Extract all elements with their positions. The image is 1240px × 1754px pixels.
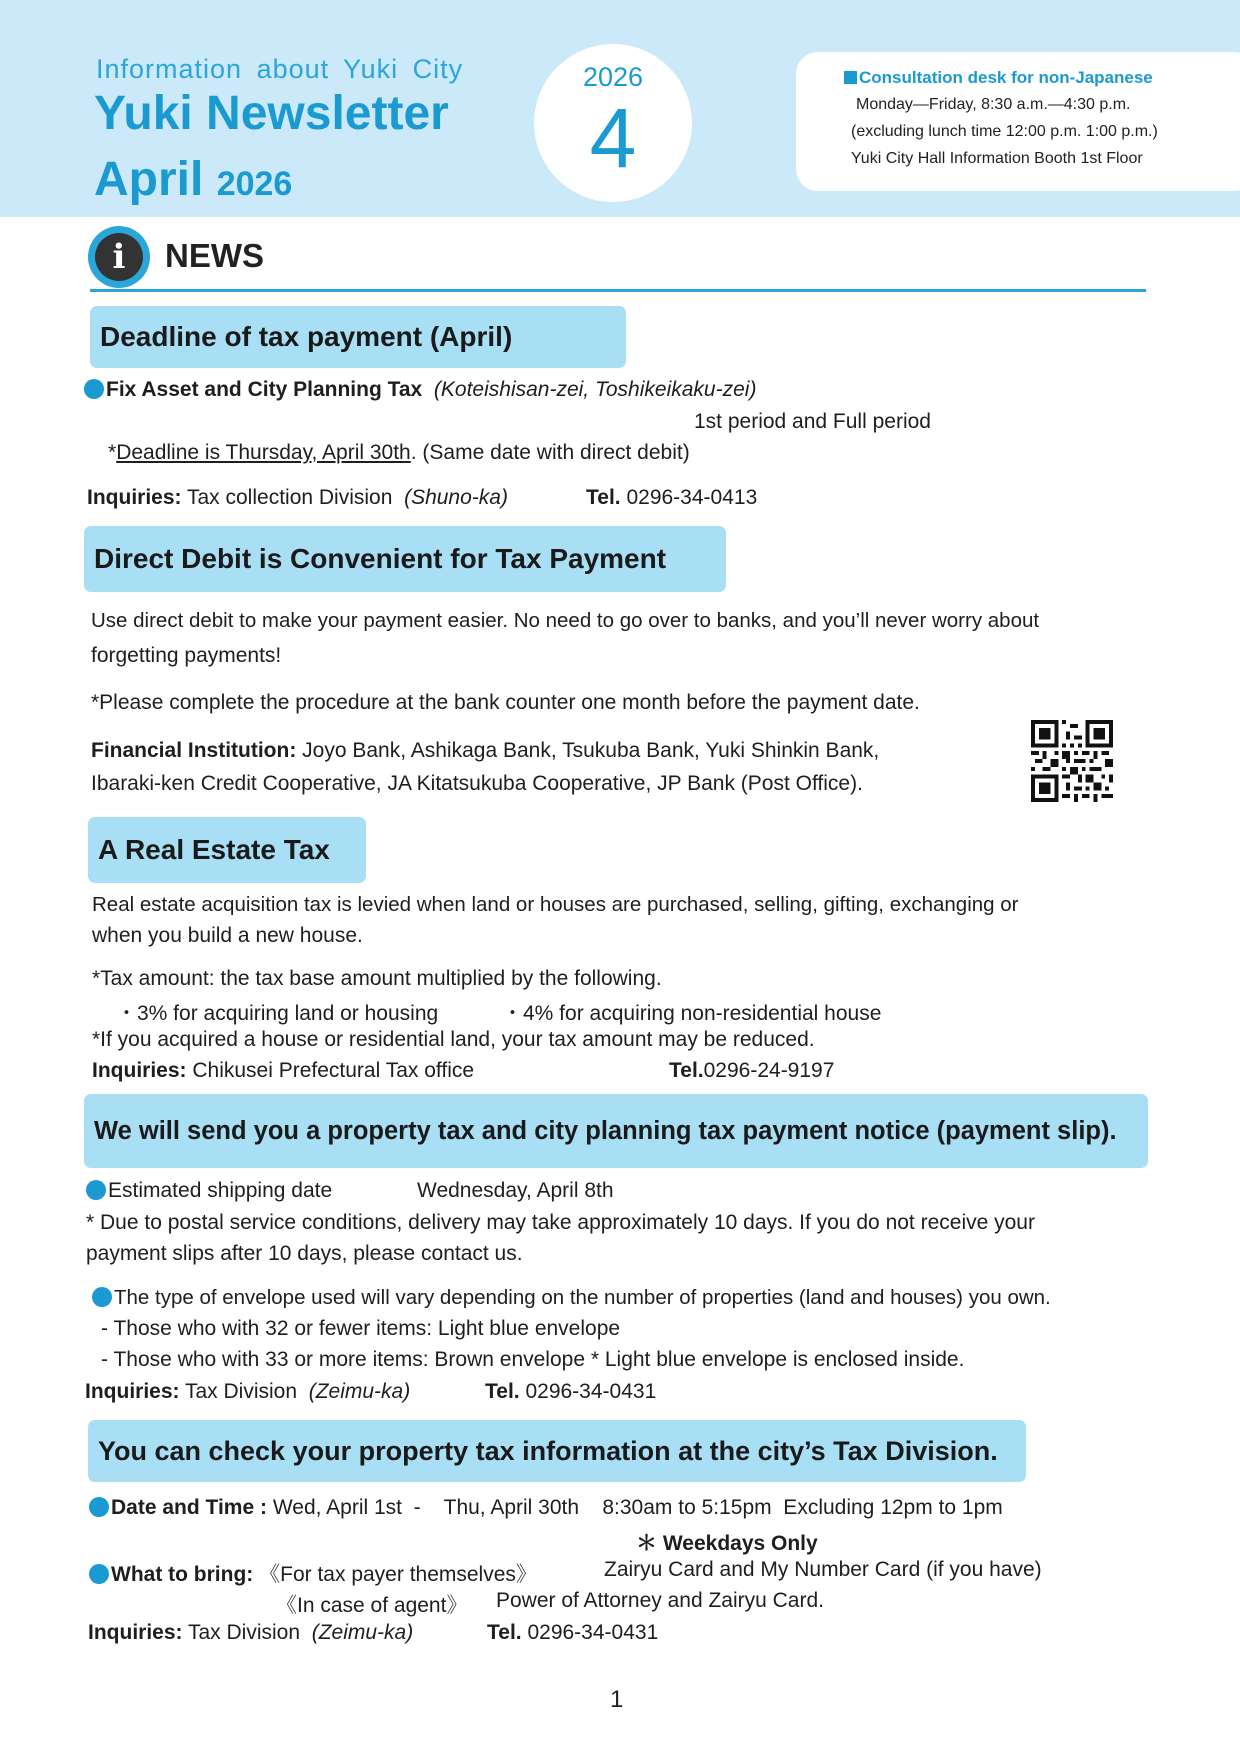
financial-institutions-line2: Ibaraki-ken Credit Cooperative, JA Kitatsukuba Cooperative, JP Bank (Post Office). [91, 772, 863, 795]
real-estate-paragraph-line1: Real estate acquisition tax is levied when land or houses are purchased, selling, gifting, exchanging or [92, 893, 1019, 916]
tax-deadline: *Deadline is Thursday, April 30th. (Same date with direct debit) [108, 441, 690, 464]
circle-year: 2026 [582, 62, 644, 92]
newsletter-title: Yuki Newsletter [94, 87, 449, 140]
reduction-note: *If you acquired a house or residential land, your tax amount may be reduced. [92, 1028, 815, 1051]
date-and-time: Date and Time : Wed, April 1st - Thu, April 30th 8:30am to 5:15pm Excluding 12pm to 1pm [89, 1496, 1003, 1520]
inquiries-tel: Tel. 0296-34-0431 [487, 1621, 659, 1644]
bullet-dot-icon [92, 1287, 112, 1307]
tax-item: Fix Asset and City Planning Tax (Koteishisan-zei, Toshikeikaku-zei) [84, 378, 756, 402]
consultation-lunch: (excluding lunch time 12:00 p.m. 1:00 p.m.) [851, 123, 1158, 140]
section-heading-real-estate-tax: A Real Estate Tax [88, 817, 366, 883]
consultation-title: Consultation desk for non-Japanese [844, 68, 1153, 88]
shipping-date-value: Wednesday, April 8th [417, 1179, 614, 1202]
financial-institutions: Financial Institution: Joyo Bank, Ashikaga Bank, Tsukuba Bank, Yuki Shinkin Bank, [91, 739, 880, 762]
tax-period: 1st period and Full period [694, 410, 931, 433]
bullet-dot-icon [89, 1564, 109, 1584]
info-icon: i [88, 226, 150, 288]
tax-amount-note: *Tax amount: the tax base amount multiplied by the following. [92, 967, 662, 990]
inquiries-tel: Tel. 0296-34-0431 [485, 1380, 657, 1403]
bring-agent-tag: 《In case of agent》 [276, 1594, 468, 1617]
bring-for-agent: Power of Attorney and Zairyu Card. [496, 1589, 824, 1612]
debit-note: *Please complete the procedure at the bank counter one month before the payment date. [91, 691, 920, 714]
qr-code [1031, 720, 1113, 802]
issue-date-circle [534, 44, 692, 202]
inquiries-line: Inquiries: Tax collection Division (Shuno-ka) [87, 486, 508, 509]
what-to-bring: What to bring: 《For tax payer themselves》 [89, 1558, 537, 1588]
inquiries-tel: Tel.0296-24-9197 [669, 1059, 835, 1082]
square-bullet-icon [844, 71, 857, 84]
bullet-dot-icon [84, 379, 104, 399]
header-subtitle: Information about Yuki City [96, 54, 464, 84]
debit-paragraph-line1: Use direct debit to make your payment easier. No need to go over to banks, and you’ll never worry about [91, 609, 1040, 632]
rate-non-residential: ・4% for acquiring non-residential house [502, 1002, 882, 1025]
inquiries-line: Inquiries: Tax Division (Zeimu-ka) [88, 1621, 414, 1644]
inquiries-tel: Tel. 0296-34-0413 [586, 486, 758, 509]
issue-month [94, 152, 292, 207]
bring-for-taxpayer: Zairyu Card and My Number Card (if you have) [604, 1558, 1042, 1581]
real-estate-paragraph-line2: when you build a new house. [92, 924, 363, 947]
page-number: 1 [610, 1686, 624, 1713]
envelope-brown: - Those who with 33 or more items: Brown envelope * Light blue envelope is enclosed inside. [101, 1348, 965, 1371]
section-heading-tax-info-check: You can check your property tax information at the city’s Tax Division. [88, 1420, 1026, 1482]
bullet-dot-icon [89, 1497, 109, 1517]
inquiries-line: Inquiries: Chikusei Prefectural Tax office [92, 1059, 475, 1082]
circle-month: 4 [589, 91, 637, 185]
section-heading-tax-deadline: Deadline of tax payment (April) [90, 306, 626, 368]
issue-month-word: April [94, 153, 204, 206]
news-divider [90, 289, 1146, 292]
consultation-box [796, 52, 1240, 191]
weekdays-only: ＊ Weekdays Only [636, 1532, 818, 1555]
delivery-note-line2: payment slips after 10 days, please contact us. [86, 1242, 523, 1265]
inquiries-line: Inquiries: Tax Division (Zeimu-ka) [85, 1380, 411, 1403]
shipping-date: Estimated shipping date [86, 1179, 332, 1203]
consultation-hours: Monday—Friday, 8:30 a.m.—4:30 p.m. [856, 96, 1131, 113]
issue-month-year: 2026 [216, 165, 293, 203]
envelope-note: The type of envelope used will vary depending on the number of properties (land and houses) you own. [92, 1286, 1051, 1310]
consultation-location: Yuki City Hall Information Booth 1st Floor [851, 150, 1143, 167]
delivery-note-line1: * Due to postal service conditions, delivery may take approximately 10 days. If you do not receive your [86, 1211, 1035, 1234]
section-heading-payment-notice: We will send you a property tax and city planning tax payment notice (payment slip). [84, 1094, 1148, 1168]
envelope-light-blue: - Those who with 32 or fewer items: Light blue envelope [101, 1317, 621, 1340]
debit-paragraph-line2: forgetting payments! [91, 644, 282, 667]
rate-land-housing: ・3% for acquiring land or housing [116, 1002, 439, 1025]
bullet-dot-icon [86, 1180, 106, 1200]
section-heading-direct-debit: Direct Debit is Convenient for Tax Payment [84, 526, 726, 592]
news-heading: NEWS [165, 237, 264, 274]
